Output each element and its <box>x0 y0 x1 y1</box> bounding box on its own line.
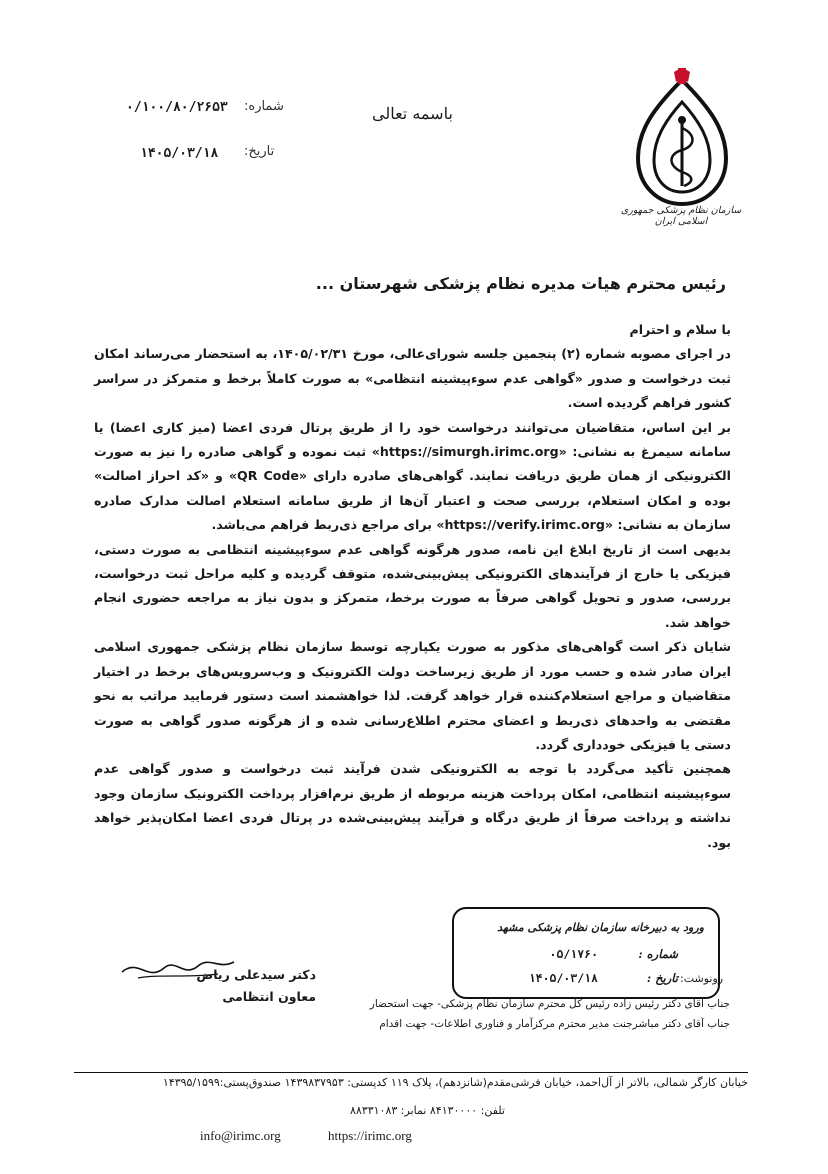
irimc-logo <box>622 68 742 228</box>
paragraph-1: در اجرای مصوبه شماره (۲) پنجمین جلسه شورای‌عالی، مورخ ۱۴۰۵/۰۲/۳۱، به استحضار می‌رساند امکان ثبت درخواست و صدور «گواهی عدم سوءپیشینه انتظامی» به صورت کاملاً برخط و متمرکز در سراسر کشور فراهم گردیده است. <box>94 346 731 411</box>
letter-number: ۰/۱۰۰/۸۰/۲۶۵۳ <box>126 100 228 115</box>
secretariat-stamp <box>452 907 720 999</box>
footer-phone: تلفن: ۸۴۱۳۰۰۰۰ نمابر: ۸۸۳۳۱۰۸۳ <box>350 1104 505 1117</box>
footer-email-link[interactable]: info@irimc.org <box>200 1128 281 1143</box>
paragraph-3: بدیهی است از تاریخ ابلاغ این نامه، صدور هرگونه گواهی عدم سوءپیشینه انتظامی به صورت دستی، فیزیکی یا خارج از فرآیندهای الکترونیکی پیش‌بینی‌شده، متوقف گردیده و کلیه مراحل ثبت درخواست، بررسی، صدور و تحویل گواهی صرفاً به صورت برخط، متمرکز و بدون نیاز به مراجعه حضوری انجام خواهد شد. <box>94 541 731 630</box>
stamp-number-label: شماره : <box>638 947 678 961</box>
stamp-date-label: تاریخ : <box>646 971 678 985</box>
date-label: تاریخ: <box>244 144 275 159</box>
recipient-title: رئیس محترم هیات مدیره نظام پزشکی شهرستان ... <box>315 274 726 293</box>
paragraph-2: بر این اساس، متقاضیان می‌توانند درخواست خود را از طریق پرتال فردی اعضا (میز کاری اعضا) یا سامانه سیمرغ به نشانی: «https://simurgh.irimc.org» ثبت نموده و گواهی صادره را نیز به صورت الکترونیکی از همان طریق دریافت نمایند. گواهی‌های صادره دارای «QR Code» و «کد احراز اصالت» بوده و امکان استعلام، بررسی صحت و اعتبار آن‌ها از طریق سامانه استعلام اصالت مدارک صادره سازمان به نشانی: «https://verify.irimc.org» برای مراجع ذی‌ربط فراهم می‌باشد. <box>94 419 731 533</box>
cc-line-1: جناب آقای دکتر رئیس زاده رئیس کل محترم سازمان نظام پزشکی- جهت استحضار <box>369 998 730 1010</box>
letter-date: ۱۴۰۵/۰۳/۱۸ <box>140 146 219 161</box>
bismillah-heading: باسمه تعالی <box>372 104 453 123</box>
cc-label: رونوشت: <box>680 972 724 985</box>
paragraph-4: شایان ذکر است گواهی‌های مذکور به صورت یکپارچه توسط سازمان نظام پزشکی جمهوری اسلامی ایران صادر شده و حسب مورد از طریق زیرساخت دولت الکترونیک و وب‌سرویس‌های برخط در اختیار متقاضیان و مراجع استعلام‌کننده قرار خواهد گرفت. لذا خواهشمند است دستور فرمایید مراتب به نحو مقتضی به واحدهای ذی‌ربط و اعضای محترم اطلاع‌رسانی شده و از هرگونه صدور گواهی به صورت دستی یا فیزیکی خودداری گردد. <box>94 639 731 752</box>
stamp-title: ورود به دبیرخانه سازمان نظام پزشکی مشهد <box>497 921 704 934</box>
footer-divider <box>74 1072 748 1073</box>
letter-body <box>94 318 731 855</box>
logo-caption: سازمان نظام پزشکی جمهوری اسلامی ایران <box>620 205 742 227</box>
footer-address: خیابان کارگر شمالی، بالاتر از آل‌احمد، خیابان فرشی‌مقدم(شانزدهم)، پلاک ۱۱۹ کدپستی: ۱۴۳۹۸۳۷۹۵۳ صندوق‌پستی:۱۴۳۹۵/۱۵۹۹ <box>162 1076 748 1089</box>
number-label: شماره: <box>244 99 284 114</box>
signer-name: دکتر سیدعلی ریاض <box>196 967 316 982</box>
signer-title: معاون انتظامی <box>222 989 316 1004</box>
greeting: با سلام و احترام <box>629 322 731 337</box>
signature-block <box>196 964 316 1008</box>
footer-website-link[interactable]: https://irimc.org <box>328 1128 412 1143</box>
stamp-number: ۰۵/۱۷۶۰ <box>549 947 598 961</box>
cc-line-2: جناب آقای دکتر مباشرجنت مدیر محترم مرکزآمار و فناوری اطلاعات- جهت اقدام <box>379 1018 730 1030</box>
paragraph-5: همچنین تأکید می‌گردد با توجه به الکترونیکی شدن فرآیند ثبت درخواست و صدور گواهی عدم سوءپیشینه انتظامی، امکان پرداخت هزینه مربوطه از طریق نرم‌افزار پرداخت الکترونیک سازمان وجود نداشته و پرداخت صرفاً از طریق درگاه و فرآیند پیش‌بینی‌شده در پرتال فردی اعضا امکان‌پذیر خواهد بود. <box>94 761 731 850</box>
stamp-date: ۱۴۰۵/۰۳/۱۸ <box>528 971 598 985</box>
